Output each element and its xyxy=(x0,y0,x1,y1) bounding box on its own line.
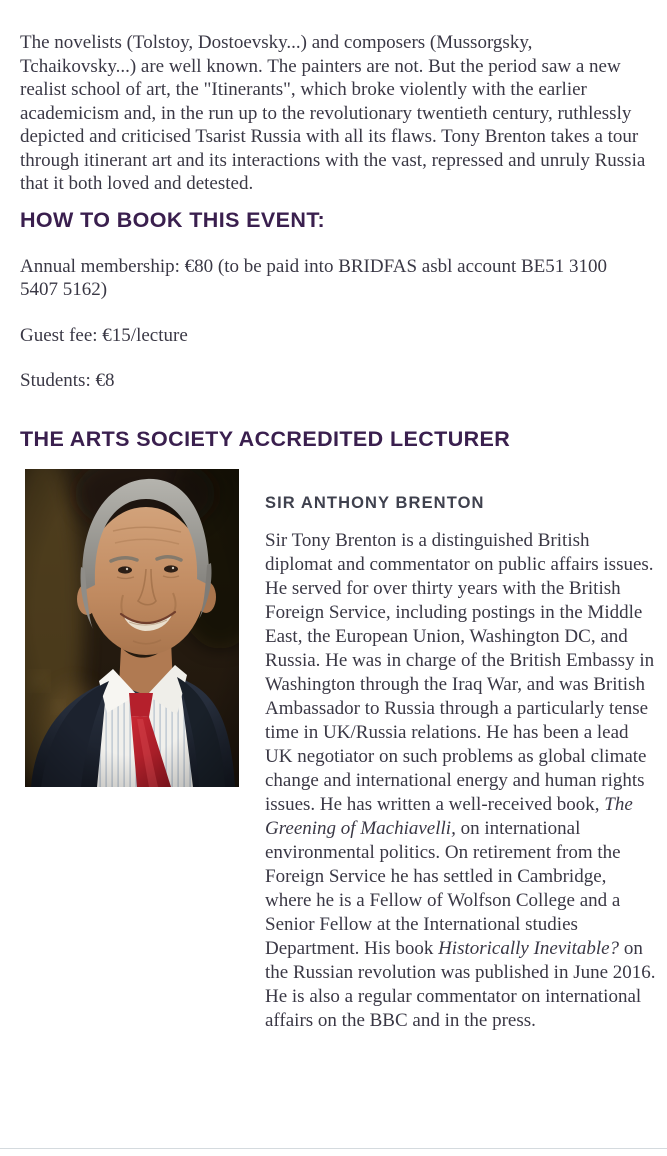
page-content xyxy=(0,31,667,1033)
lecturer-name: SIR ANTHONY BRENTON xyxy=(265,493,485,512)
booking-heading: HOW TO BOOK THIS EVENT: xyxy=(20,207,326,232)
intro-paragraph: The novelists (Tolstoy, Dostoevsky...) and composers (Mussorgsky, Tchaikovsky...) are well known. The painters are not. But the period saw a new realist school of art, the "Itinerants", which broke violently with the earlier academicism and, in the run up to the revolutionary twentieth century, ruthlessly depicted and criticised Tsarist Russia with all its flaws. Tony Brenton takes a tour through itinerant art and its interactions with the vast, repressed and unruly Russia that it both loved and detested. xyxy=(20,32,646,194)
student-fee-line: Students: €8 xyxy=(20,370,115,391)
lecturer-bio: Sir Tony Brenton is a distinguished British diplomat and commentator on public affairs issues. He served for over thirty years with the British Foreign Service, including postings in the Middle East, the European Union, Washington DC, and Russia. He was in charge of the British Embassy in Washington through the Iraq War, and was British Ambassador to Russia through a particularly tense time in UK/Russia relations. He has been a lead UK negotiator on such problems as global climate change and international energy and human rights issues. He has written a well-received book, The Greening of Machiavelli, on international environmental politics. On retirement from the Foreign Service he has settled in Cambridge, where he is a Fellow of Wolfson College and a Senior Fellow at the International studies Department. His book Historically Inevitable? on the Russian revolution was published in June 2016. He is also a regular commentator on international affairs on the BBC and in the press. xyxy=(265,529,656,1031)
guest-fee-line: Guest fee: €15/lecture xyxy=(20,324,188,346)
lecturer-portrait-photo xyxy=(25,469,239,787)
lecturer-section xyxy=(20,469,656,1033)
portrait-illustration xyxy=(25,469,239,787)
section-divider xyxy=(0,1148,667,1149)
membership-fee-line: Annual membership: €80 (to be paid into BRIDFAS asbl account BE51 3100 5407 5162) xyxy=(20,255,607,300)
lecturer-bio-column xyxy=(265,469,657,1033)
lecturer-heading: THE ARTS SOCIETY ACCREDITED LECTURER xyxy=(20,426,511,451)
